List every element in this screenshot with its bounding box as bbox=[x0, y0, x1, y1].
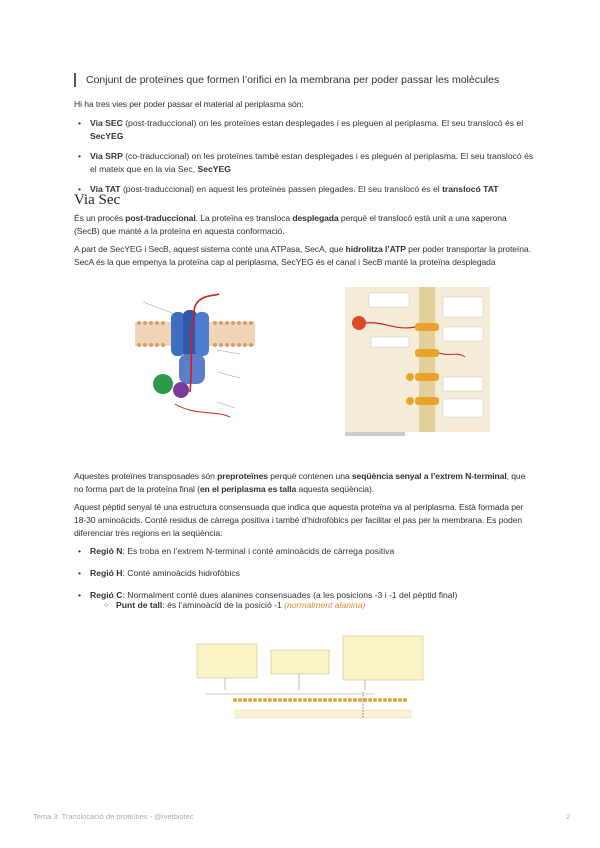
region-item-n: • Regió N: Es troba en l’extrem N-terminal i conté aminoàcids de càrrega positiva bbox=[74, 545, 534, 558]
route-translocon: SecYEG bbox=[197, 164, 231, 174]
paragraph-2: A part de SecYEG i SecB, aquest sistema conté una ATPasa, SecA, que hidrolitza l’ATP per poder transportar la proteïna. SecA és la que empenya la proteïna cap al periplasma, SecYEG és el canal i SecB manté la proteïna desplegada bbox=[74, 244, 531, 267]
region-item-c: • Regió C: Normalment conté dues alanines consensuades (a les posicions -3 i -1 del pèptid final) bbox=[74, 589, 534, 602]
n-region-box bbox=[197, 644, 257, 678]
ribosome bbox=[352, 316, 366, 330]
definition-quote: Conjunt de proteïnes que formen l’orifici en la membrana per poder passar les molècules bbox=[74, 73, 556, 87]
preprotein-tail bbox=[175, 404, 230, 417]
secyeg-translocon-figure bbox=[135, 292, 255, 430]
route-name: Via TAT bbox=[90, 184, 121, 194]
h-region-box bbox=[271, 650, 329, 674]
route-item-sec bbox=[74, 117, 534, 143]
region-item-h: • Regió H: Conté aminoàcids hidrofòbics bbox=[74, 567, 534, 580]
route-item-tat bbox=[74, 183, 534, 196]
cleavage-site-item: ○ Punt de tall: és l’aminoàcid de la posició -1 (normalment alanina) bbox=[104, 599, 546, 612]
secg-subunit bbox=[195, 312, 209, 356]
intro-paragraph: Hi ha tres vies per poder passar el material al periplasma són: bbox=[74, 99, 304, 109]
route-desc: (post-traduccional) on les proteïnes estan desplegades i es pleguen al periplasma. El seu translocó és el bbox=[122, 118, 524, 128]
route-translocon: translocó TAT bbox=[442, 184, 499, 194]
paragraph-4: Aquest pèptid senyal té una estructura consensuada que indica que aquesta proteïna va al periplasma. Està formada per 18-30 aminoàcids. Conté residus de càrrega positiva i també d’hidrofòbics per facilitar el pas per la membrana. Es poden diferenciar tres regions en la seqüència: bbox=[74, 502, 524, 538]
secy-subunit bbox=[171, 312, 185, 356]
paragraph-1: És un procés post-traduccional. La proteïna es transloca desplegada perquè el translocó està unit a una xaperona (SecB) que manté a la proteïna en aquesta conformació. bbox=[74, 213, 507, 236]
c-region-box bbox=[343, 636, 423, 680]
section-heading: Via Sec bbox=[74, 192, 121, 208]
secb-chaperone bbox=[153, 374, 173, 394]
sec-pathway-figure bbox=[345, 287, 490, 439]
route-desc: (co-traduccional) on les proteïnes també estan desplegades i es pleguen al periplasma. El seu translocó és el mateix que en la via Sec, bbox=[90, 151, 534, 174]
page-number: 2 bbox=[566, 812, 571, 821]
seca-domain bbox=[173, 382, 189, 398]
sequence-strip bbox=[235, 710, 411, 718]
sece-subunit bbox=[183, 310, 197, 358]
routes-list bbox=[74, 117, 534, 203]
membrane-column bbox=[419, 287, 435, 432]
route-name: Via SRP bbox=[90, 151, 123, 161]
signal-peptide-figure bbox=[195, 628, 427, 722]
route-item-srp bbox=[74, 150, 534, 176]
route-translocon: SecYEG bbox=[90, 131, 124, 141]
route-desc: (post-traduccional) en aquest les proteïnes passen plegades. El seu translocó és el bbox=[120, 184, 443, 194]
route-name: Via SEC bbox=[90, 118, 123, 128]
amino-acid-beads bbox=[233, 698, 407, 702]
footer-text: Tema 3: Translocació de proteïnes - @ivetbiotec bbox=[33, 812, 194, 821]
paragraph-3: Aquestes proteïnes transposades són preproteïnes perquè contenen una seqüència senyal a l’extrem N-terminal, que no forma part de la proteïna final (en el periplasma es talla aquesta seqüència). bbox=[74, 471, 526, 494]
